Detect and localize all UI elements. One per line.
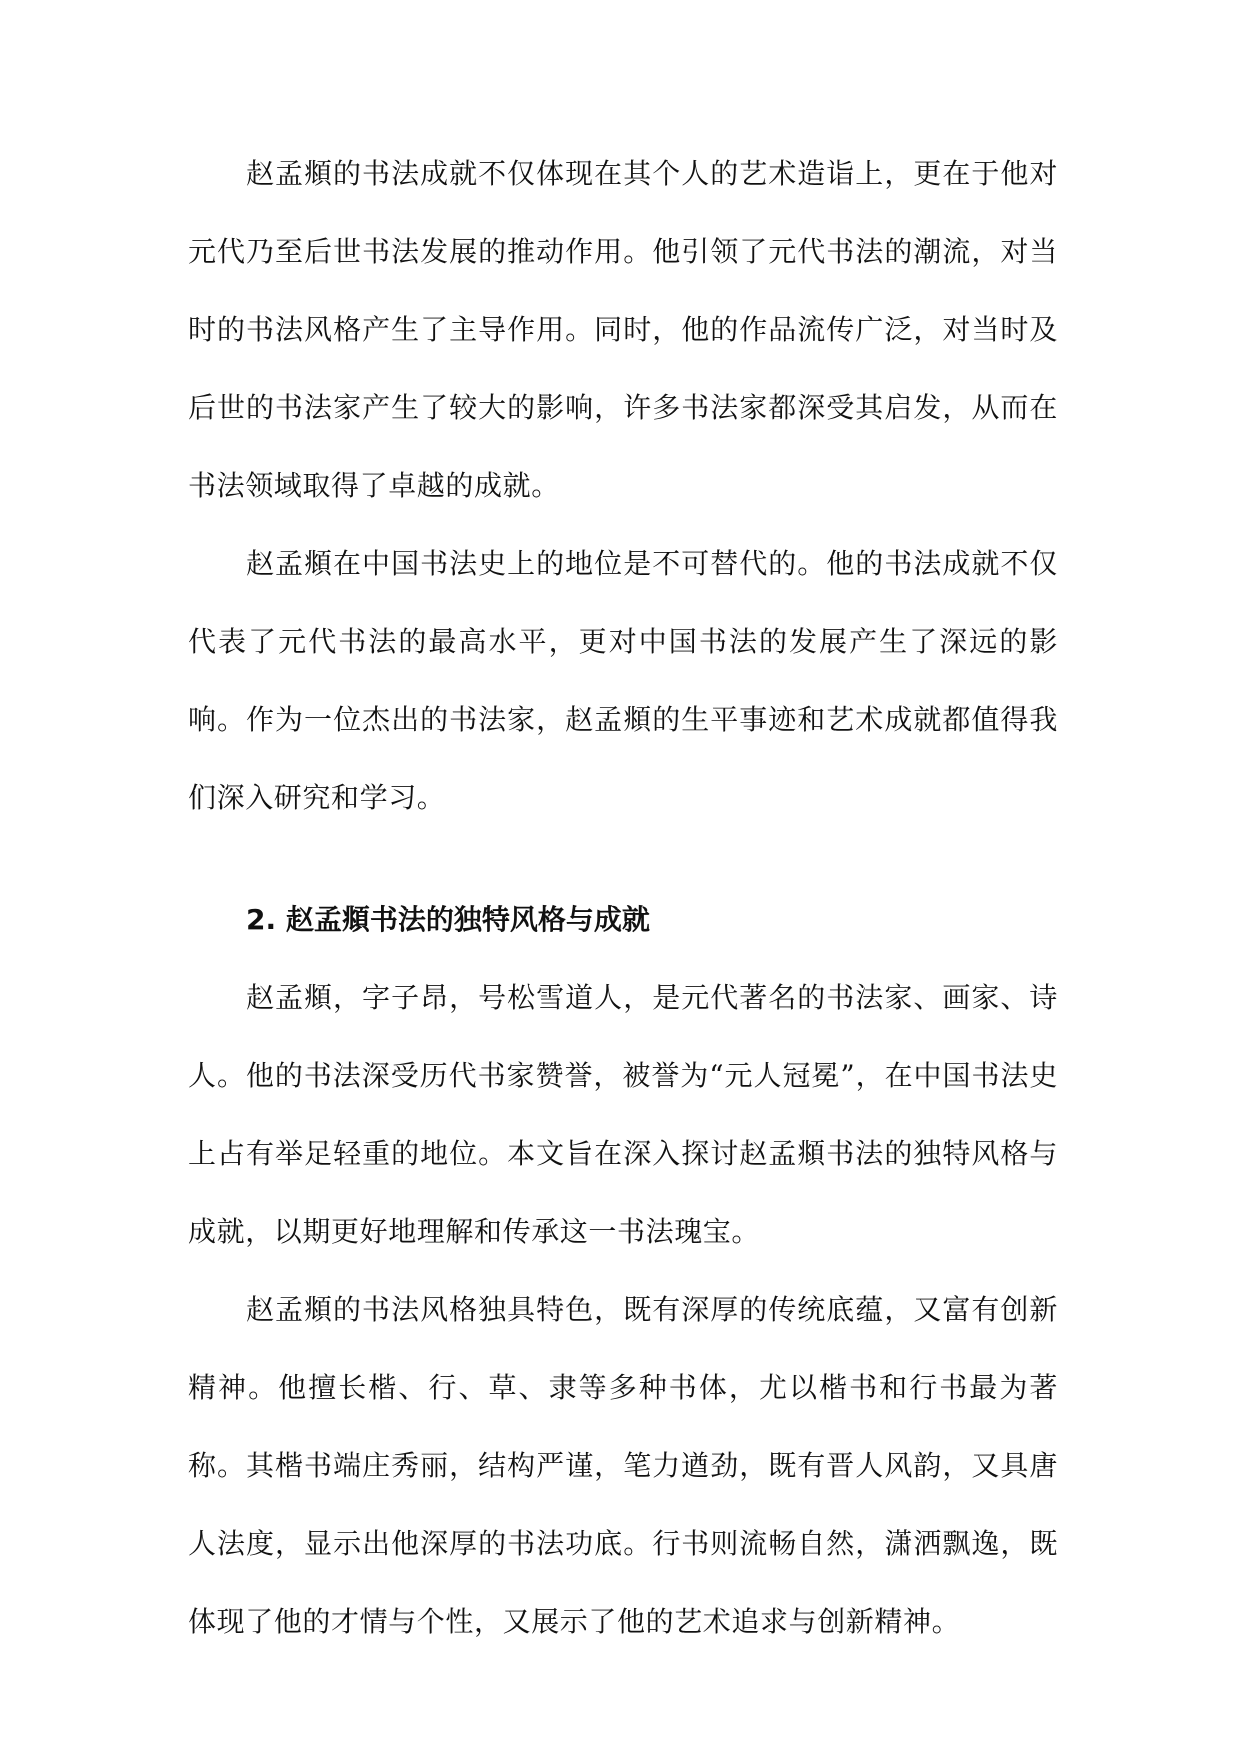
- section-heading: 2. 赵孟頫书法的独特风格与成就: [246, 903, 650, 936]
- paragraph-historical-status: 赵孟頫在中国书法史上的地位是不可替代的。他的书法成就不仅代表了元代书法的最高水平，更对中国书法的发展产生了深远的影响。作为一位杰出的书法家，赵孟頫的生平事迹和艺术成就都值得我们深入研究和学习。: [188, 547, 1058, 814]
- paragraph-influence: 赵孟頫的书法成就不仅体现在其个人的艺术造诣上，更在于他对元代乃至后世书法发展的推动作用。他引领了元代书法的潮流，对当时的书法风格产生了主导作用。同时，他的作品流传广泛，对当时及后世的书法家产生了较大的影响，许多书法家都深受其启发，从而在书法领域取得了卓越的成就。: [188, 157, 1058, 502]
- paragraph-style: 赵孟頫的书法风格独具特色，既有深厚的传统底蕴，又富有创新精神。他擅长楷、行、草、隶等多种书体，尤以楷书和行书最为著称。其楷书端庄秀丽，结构严谨，笔力遒劲，既有晋人风韵，又具唐人法度，显示出他深厚的书法功底。行书则流畅自然，潇洒飘逸，既体现了他的才情与个性，又展示了他的艺术追求与创新精神。: [188, 1293, 1058, 1638]
- paragraph-introduction: 赵孟頫，字子昂，号松雪道人，是元代著名的书法家、画家、诗人。他的书法深受历代书家赞誉，被誉为“元人冠冕”，在中国书法史上占有举足轻重的地位。本文旨在深入探讨赵孟頫书法的独特风格与成就，以期更好地理解和传承这一书法瑰宝。: [188, 981, 1058, 1248]
- document-body: [188, 135, 1058, 1661]
